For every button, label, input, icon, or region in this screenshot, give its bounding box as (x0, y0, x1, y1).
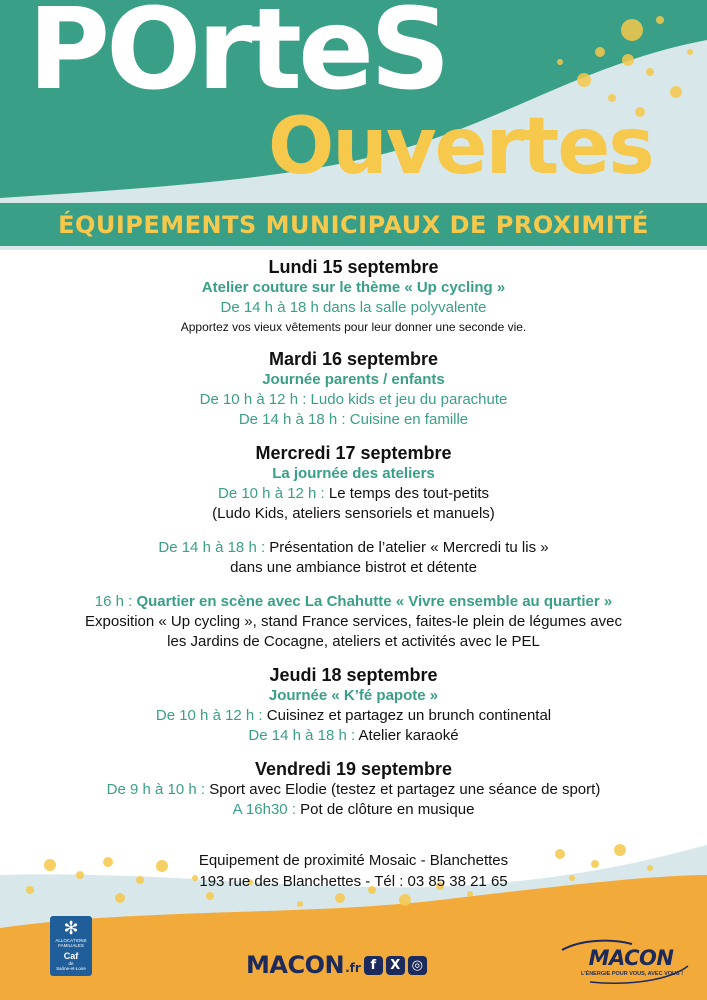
day-note: Apportez vos vieux vêtements pour leur donner une seconde vie. (180, 320, 527, 334)
event-title: Quartier en scène avec La Chahutte « Vivre ensemble au quartier » (136, 593, 613, 610)
address-line: Equipement de proximité Mosaic - Blanchettes (198, 852, 509, 869)
caf-name: Caf (63, 951, 79, 961)
day-tuesday (0, 348, 707, 430)
day-title: Mercredi 17 septembre (255, 443, 452, 463)
slot-text: Pot de clôture en musique (300, 801, 475, 818)
schedule-slot (0, 410, 707, 430)
slot-time: De 10 h à 12 h : (217, 485, 329, 502)
logo-tagline: L’ÉNERGIE POUR VOUS, AVEC VOUS ! (580, 971, 684, 977)
day-title: Lundi 15 septembre (268, 257, 439, 277)
macon-logo (560, 936, 690, 986)
brand-name[interactable]: MACON (246, 951, 345, 979)
day-title: Mardi 16 septembre (268, 349, 439, 369)
caf-text: Saône-et-Loire (56, 966, 86, 971)
schedule-slot (0, 726, 707, 746)
subtitle-banner (0, 203, 707, 246)
brand-tld[interactable]: .fr (345, 961, 361, 975)
event-time: 16 h : (94, 593, 137, 610)
schedule-slot (0, 800, 707, 820)
brand-bar (246, 950, 427, 980)
slot-time: A 16h30 : (232, 801, 301, 818)
day-detail: De 14 h à 18 h dans la salle polyvalente (220, 299, 487, 316)
day-thursday (0, 664, 707, 746)
slot-text: Cuisinez et partagez un brunch continental (266, 707, 552, 724)
day-friday (0, 758, 707, 820)
snowflake-icon: ✻ (63, 918, 79, 938)
schedule-slot (0, 706, 707, 726)
day-title: Jeudi 18 septembre (269, 665, 438, 685)
schedule-slot (0, 538, 707, 558)
day-monday (0, 256, 707, 336)
day-theme: La journée des ateliers (272, 465, 435, 482)
schedule-slot (0, 390, 707, 410)
caf-text: ALLOCATIONS (55, 938, 87, 943)
caf-text: de (68, 961, 74, 966)
x-icon[interactable]: X (386, 956, 405, 975)
slot-text-continued: (Ludo Kids, ateliers sensoriels et manuels) (212, 505, 495, 522)
day-wednesday (0, 442, 707, 652)
caf-logo (50, 916, 92, 976)
event-text: les Jardins de Cocagne, ateliers et activités avec le PEL (167, 633, 540, 650)
schedule (0, 256, 707, 820)
day-theme: Journée parents / enfants (262, 371, 445, 388)
logo-name: MACON (588, 946, 674, 970)
slot-text: Atelier karaoké (358, 727, 459, 744)
title-ouvertes: Ouvertes (268, 102, 653, 192)
subtitle-text: ÉQUIPEMENTS MUNICIPAUX DE PROXIMITÉ (58, 210, 649, 239)
slot-time: De 14 h à 18 h : (238, 411, 350, 428)
day-title: Vendredi 19 septembre (254, 759, 453, 779)
slot-time: De 14 h à 18 h : (248, 727, 359, 744)
slot-text: Ludo kids et jeu du parachute (310, 391, 508, 408)
day-theme: Atelier couture sur le thème « Up cycling » (201, 279, 506, 296)
address-line: 193 rue des Blanchettes - Tél : 03 85 38 21 65 (199, 873, 508, 890)
slot-time: De 14 h à 18 h : (158, 539, 270, 556)
slot-text: Le temps des tout-petits (328, 485, 489, 502)
slot-text: Sport avec Elodie (testez et partagez une séance de sport) (209, 781, 601, 798)
slot-time: De 10 h à 12 h : (155, 707, 267, 724)
event-text: Exposition « Up cycling », stand France services, faites-le plein de légumes avec (85, 613, 622, 630)
slot-text: Cuisine en famille (349, 411, 469, 428)
title-portes: POrteS (28, 0, 447, 115)
slot-text: Présentation de l’atelier « Mercredi tu lis » (269, 539, 549, 556)
schedule-slot (0, 780, 707, 800)
instagram-icon[interactable]: ◎ (408, 956, 427, 975)
schedule-event (0, 592, 707, 612)
caf-text: FAMILIALES (58, 943, 84, 948)
slot-time: De 10 h à 12 h : (199, 391, 311, 408)
facebook-icon[interactable]: f (364, 956, 383, 975)
schedule-slot (0, 484, 707, 504)
slot-text-continued: dans une ambiance bistrot et détente (230, 559, 477, 576)
slot-time: De 9 h à 10 h : (106, 781, 210, 798)
day-theme: Journée « K’fé papote » (268, 687, 439, 704)
venue-address (0, 850, 707, 892)
